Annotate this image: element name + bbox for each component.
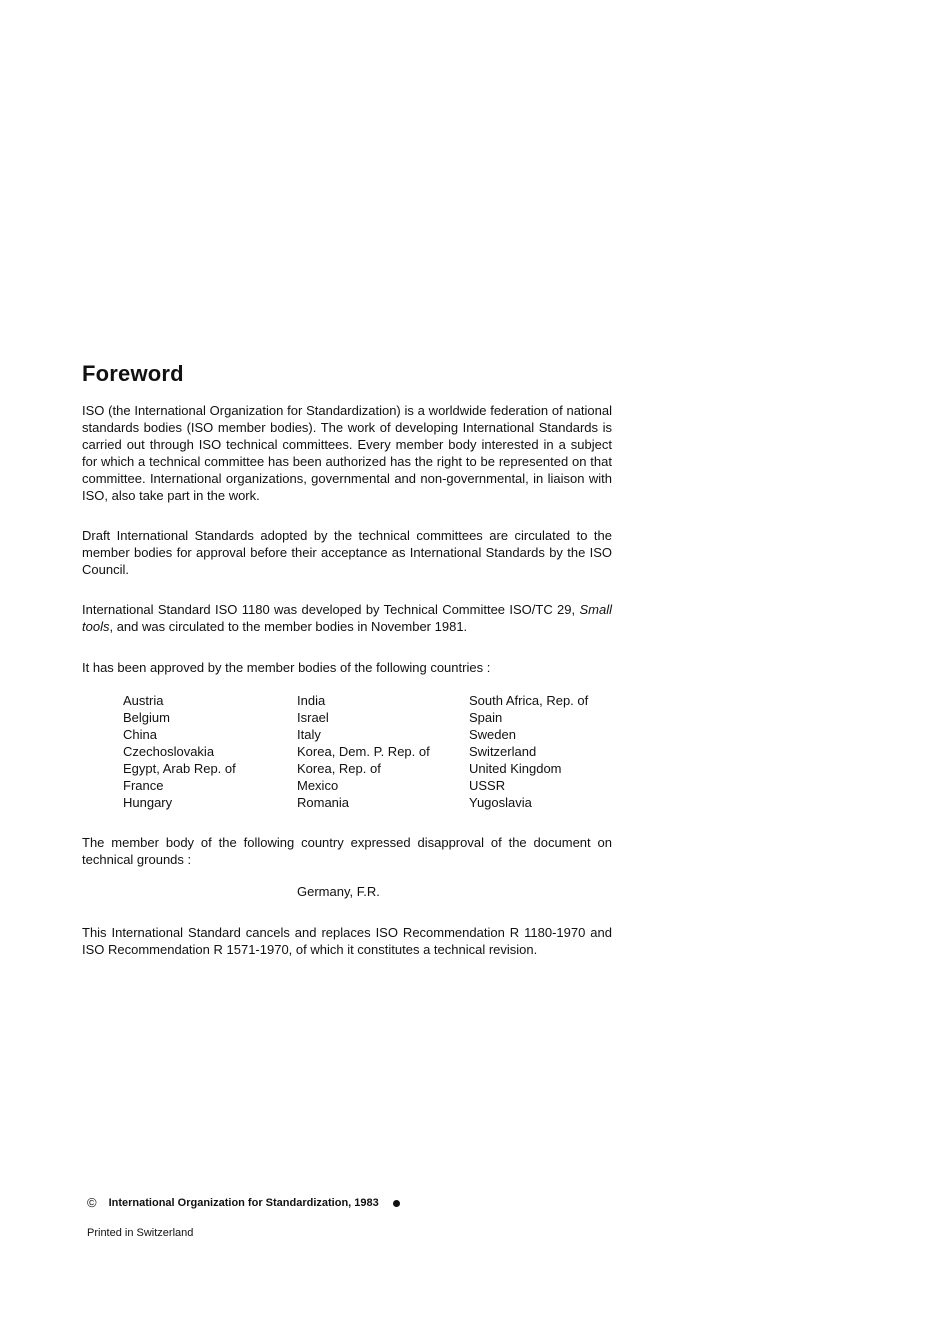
- copyright-line: [87, 1196, 400, 1210]
- printed-in-note: Printed in Switzerland: [87, 1227, 194, 1239]
- country-item: Yugoslavia: [469, 795, 532, 810]
- country-item: Italy: [297, 727, 321, 742]
- country-list-column-2: [297, 692, 462, 811]
- disapproving-country: Germany, F.R.: [297, 884, 380, 899]
- country-item: United Kingdom: [469, 761, 562, 776]
- foreword-paragraph-disapproval: The member body of the following country expressed disapproval of the document on technical grounds :: [82, 835, 612, 867]
- copyright-icon: ©: [87, 1195, 97, 1210]
- country-item: USSR: [469, 778, 506, 793]
- country-item: Romania: [297, 795, 350, 810]
- country-item: Korea, Rep. of: [297, 761, 381, 776]
- development-text-end: , and was circulated to the member bodies in November 1981.: [109, 619, 468, 634]
- country-item: Mexico: [297, 778, 339, 793]
- country-item: India: [297, 693, 326, 708]
- country-list-column-1: [123, 692, 283, 811]
- country-item: China: [123, 727, 157, 742]
- country-item: Egypt, Arab Rep. of: [123, 761, 236, 776]
- page-title: Foreword: [82, 361, 184, 386]
- committee-title: Small tools: [82, 602, 612, 634]
- country-item: South Africa, Rep. of: [469, 693, 589, 708]
- country-item: Switzerland: [469, 744, 537, 759]
- copyright-text: International Organization for Standardization, 1983: [108, 1197, 379, 1209]
- country-item: Korea, Dem. P. Rep. of: [297, 744, 430, 759]
- country-list-column-3: [469, 692, 629, 811]
- country-item: Czechoslovakia: [123, 744, 215, 759]
- foreword-paragraph-approval: It has been approved by the member bodies of the following countries :: [82, 660, 491, 675]
- country-item: Hungary: [123, 795, 173, 810]
- foreword-paragraph-draft-standards: Draft International Standards adopted by the technical committees are circulated to the member bodies for approval before their acceptance as International Standards by the ISO Council.: [82, 528, 612, 577]
- bullet-icon: [393, 1200, 400, 1207]
- foreword-paragraph-revision: This International Standard cancels and replaces ISO Recommendation R 1180-1970 and ISO Recommendation R 1571-1970, of which it constitutes a technical revision.: [82, 925, 612, 957]
- country-item: Sweden: [469, 727, 516, 742]
- foreword-paragraph-development: [82, 601, 612, 635]
- foreword-paragraph-iso-description: ISO (the International Organization for Standardization) is a worldwide federation of national standards bodies (ISO member bodies). The work of developing International Standards is carried out through ISO technical committees. Every member body interested in a subject for which a technical committee has been authorized has the right to be represented on that committee. International organizations, governmental and non-governmental, in liaison with ISO, also take part in the work.: [82, 403, 612, 503]
- country-item: Israel: [297, 710, 329, 725]
- country-item: Spain: [469, 710, 503, 725]
- country-item: Austria: [123, 693, 164, 708]
- development-text-start: International Standard ISO 1180 was developed by Technical Committee ISO/TC 29,: [82, 602, 576, 617]
- country-item: Belgium: [123, 710, 170, 725]
- country-item: France: [123, 778, 164, 793]
